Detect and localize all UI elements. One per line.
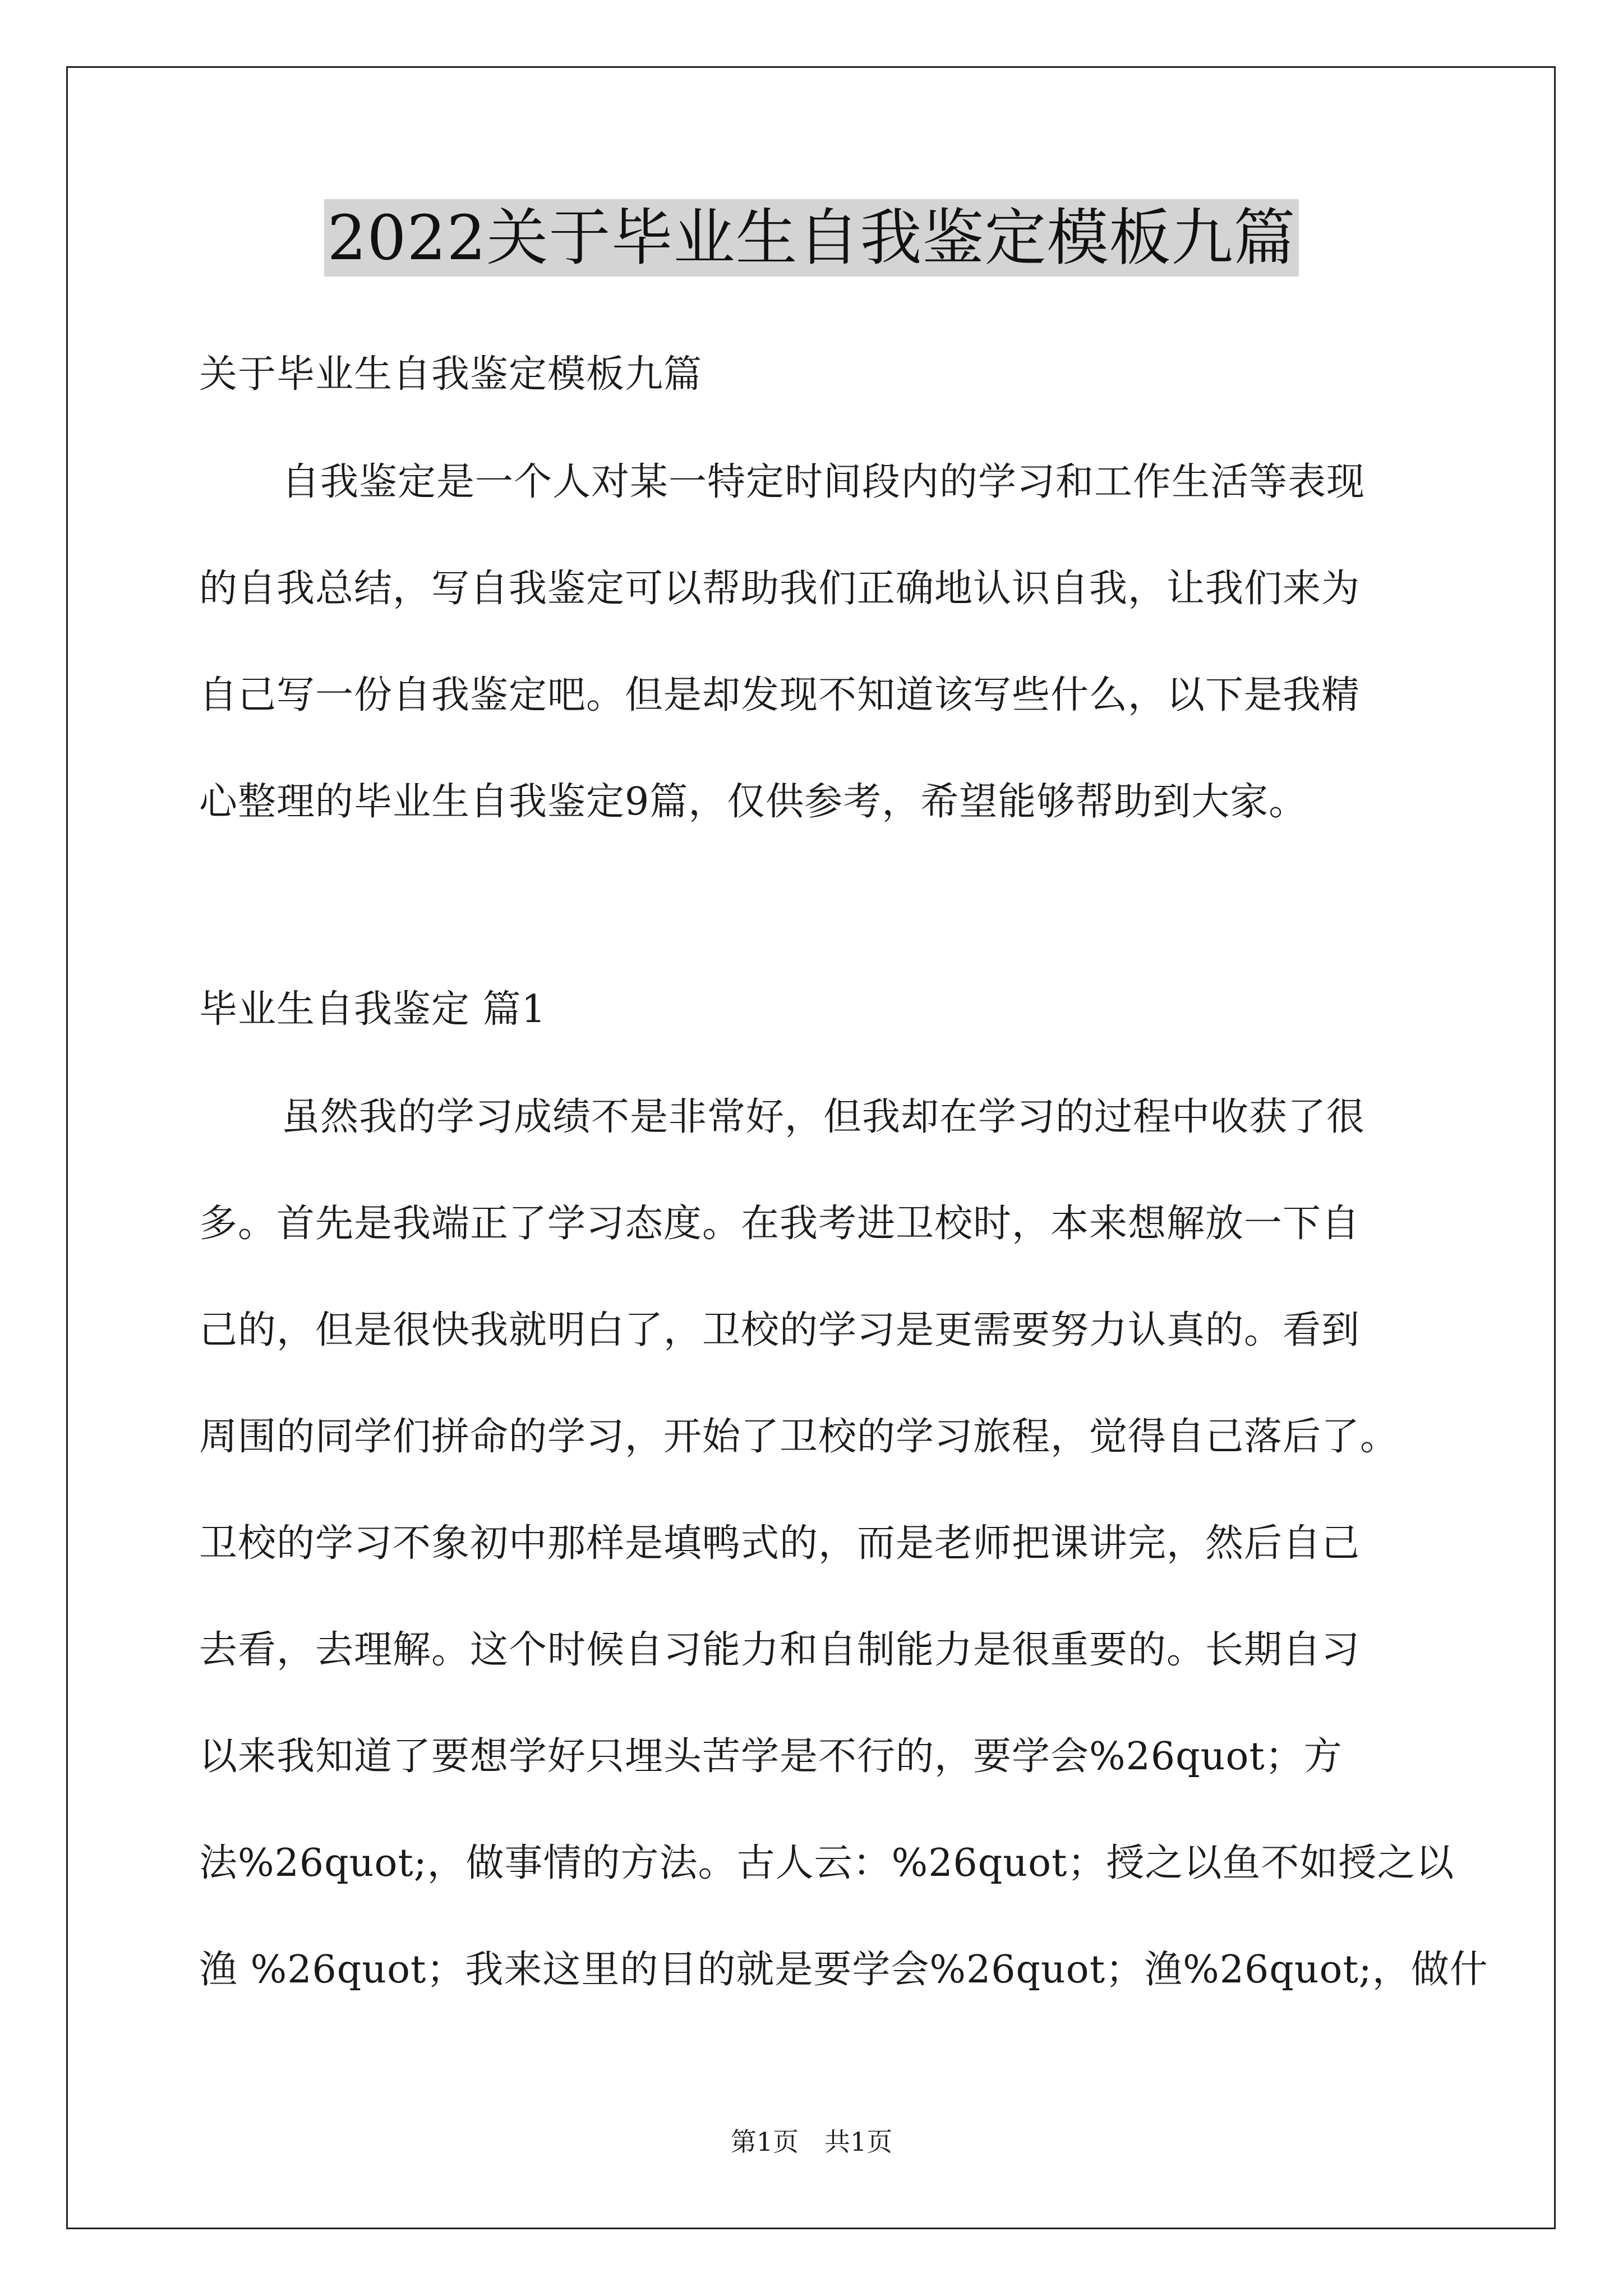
title-container — [0, 199, 1623, 277]
section-line-4: 周围的同学们拼命的学习，开始了卫校的学习旅程，觉得自己落后了。 — [199, 1415, 1399, 1459]
section-line-7: 以来我知道了要想学好只埋头苦学是不行的，要学会%26quot；方 — [199, 1734, 1343, 1779]
document-subtitle: 关于毕业生自我鉴定模板九篇 — [199, 352, 703, 397]
section-line-6: 去看，去理解。这个时候自习能力和自制能力是很重要的。长期自习 — [199, 1628, 1361, 1672]
section-line-9: 渔 %26quot；我来这里的目的就是要学会%26quot；渔%26quot;，做什 — [199, 1948, 1488, 1992]
section-heading: 毕业生自我鉴定 篇1 — [199, 987, 546, 1032]
intro-line-3: 自己写一份自我鉴定吧。但是却发现不知道该写些什么，以下是我精 — [199, 673, 1361, 717]
intro-line-1: 自我鉴定是一个人对某一特定时间段内的学习和工作生活等表现 — [282, 460, 1366, 504]
intro-line-2: 的自我总结，写自我鉴定可以帮助我们正确地认识自我，让我们来为 — [199, 567, 1361, 611]
page-number: 第1页 共1页 — [730, 2127, 893, 2157]
section-line-1: 虽然我的学习成绩不是非常好，但我却在学习的过程中收获了很 — [282, 1095, 1366, 1139]
section-line-3: 己的，但是很快我就明白了，卫校的学习是更需要努力认真的。看到 — [199, 1308, 1361, 1352]
section-line-5: 卫校的学习不象初中那样是填鸭式的，而是老师把课讲完，然后自己 — [199, 1521, 1361, 1566]
intro-line-4: 心整理的毕业生自我鉴定9篇，仅供参考，希望能够帮助到大家。 — [199, 780, 1308, 824]
section-line-8: 法%26quot;，做事情的方法。古人云：%26quot；授之以鱼不如授之以 — [199, 1841, 1455, 1885]
section-line-2: 多。首先是我端正了学习态度。在我考进卫校时，本来想解放一下自 — [199, 1202, 1361, 1246]
document-title: 2022关于毕业生自我鉴定模板九篇 — [324, 199, 1299, 277]
